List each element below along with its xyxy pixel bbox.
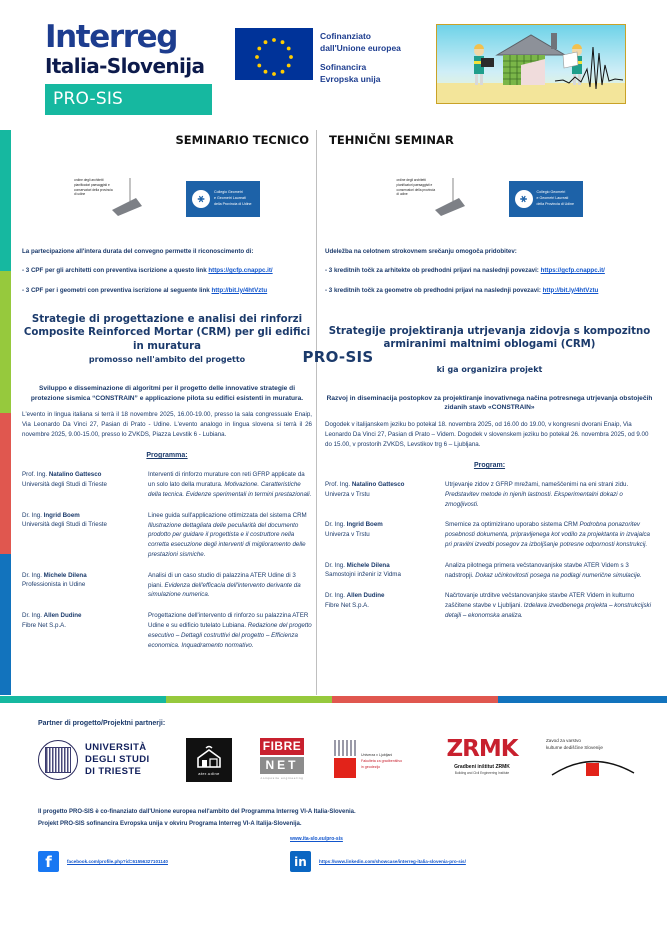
zvkds-line-2: kulturne dediščine Slovenije (546, 744, 603, 750)
speaker-affiliation: Univerza v Trstu (325, 531, 370, 539)
partner-logo-uni-ljubljana (334, 740, 402, 778)
credits-surveyors-text-sl: - 3 kreditnih točk za geometre ob predhodni prijavi na naslednji povezavi: (325, 286, 543, 294)
zvkds-label (546, 738, 656, 752)
speaker-title: Prof. Ing. (325, 481, 352, 489)
architects-order-logo-it (74, 176, 152, 222)
session-description-plain: Interventi di rinforzo murature con reti GFRP applicate da un solo lato della muratura. (148, 471, 305, 489)
project-badge: PRO-SIS (45, 84, 212, 115)
credits-surveyors-link-sl[interactable]: http://bit.ly/4htVztu (542, 286, 599, 294)
facebook-icon[interactable]: f (38, 851, 59, 872)
surveyors-college-label-sl (537, 190, 575, 207)
credits-line-surveyors-it (22, 286, 312, 295)
facebook-link[interactable]: facebook.com/profile.php?id=61556327101140 (67, 859, 168, 864)
zvkds-arc-icon (546, 755, 656, 777)
table-row (22, 511, 312, 560)
speaker-fullname: Natalino Gattesco (48, 471, 102, 479)
zrmk-wordmark: ZRMK (446, 736, 518, 762)
rail-segment-teal (0, 130, 11, 271)
ulj-line-3: in geodezijo (361, 765, 381, 770)
partner-logo-units (38, 740, 150, 780)
speaker-affiliation: Università degli Studi di Trieste (22, 521, 107, 529)
project-subtitle-it: Sviluppo e disseminazione di algoritmi per il progetto delle innovative strategie di protezione sismica “CONSTRAIN” e applicazione pilota su edifici esistenti in muratura. (30, 385, 304, 402)
association-logos-it (22, 171, 312, 227)
speaker-title: Dr. Ing. (325, 521, 347, 529)
credits-architects-link-it[interactable]: https://gcfp.cnappc.it/ (208, 267, 273, 275)
linkedin-icon[interactable]: in (290, 851, 311, 872)
funding-note (38, 806, 356, 830)
partner-logo-ater (186, 738, 232, 782)
association-logos-sl (325, 171, 654, 227)
architects-order-label-it: ordine degli architetti pianificatori paesaggisti e conservatori della provincia di udine (74, 178, 113, 197)
session-description-plain: Utrjevanje zidov z GFRP mrežami, nameščenimi na eni strani zidu. (445, 481, 629, 489)
session-description-italic: Podrobna ponazoritev posebnosti dokumenta, pripravljenega kot vodilo za projektanta in izvajalca pri pravilni izvedbi posegov za izboljšanje potresne odpornosti konstrukcij. (445, 521, 650, 549)
ulj-label (361, 740, 402, 770)
surveyors-line-1: Collegio Geometri (536, 190, 566, 195)
seminar-title-it: SEMINARIO TECNICO (175, 133, 309, 147)
speaker-name (22, 611, 142, 621)
rail-segment-coral (0, 413, 11, 554)
speaker-name (325, 480, 439, 490)
seminar-headline-it: Strategie di progettazione e analisi dei rinforzi Composite Reinforced Mortar (CRM) per gli edifici in muratura (23, 313, 311, 352)
credits-architects-link-sl[interactable]: https://gcfp.cnappc.it/ (540, 267, 605, 275)
partner-logo-fibrenet (260, 738, 304, 782)
stripe-segment-lime (166, 696, 332, 703)
column-divider (316, 130, 317, 695)
promoted-by-it: promosso nell'ambito del progetto (88, 355, 246, 365)
interreg-logo (45, 19, 220, 115)
speaker-name (325, 561, 439, 571)
speaker-cell (325, 591, 445, 620)
credits-line-architects-it (22, 266, 312, 275)
interreg-programme-name: Italia-Slovenija (45, 54, 205, 78)
zvkds-line-1: Zavod za varstvo (546, 738, 581, 743)
session-description-italic: Motivazione. Caratteristiche della tecnica. Evidenze sperimentali in termini prestazionali. (148, 481, 312, 499)
partner-logos (38, 736, 638, 794)
facebook-social-block[interactable] (38, 851, 168, 872)
ulj-line-2: Fakulteta za gradbeništvo (361, 759, 403, 764)
speaker-cell (22, 571, 148, 600)
credits-intro-it: La partecipazione all'intera durata del convegno permette il riconoscimento di: (22, 248, 254, 255)
left-color-rail (0, 130, 11, 695)
eu-text-line-4: Evropska unija (320, 73, 381, 84)
architects-order-label-sl: ordine degli architetti pianificatori paesaggisti e conservatori della provincia di udine (396, 178, 436, 197)
session-description-plain: Progettazione dell'intervento di rinforzo su palazzina ATER Udine e su edificio tutelato Lubiana. (148, 612, 309, 630)
project-subtitle-sl: Razvoj in diseminacija postopkov za projektiranje inovativnega načina potresnega utrjevanja obstoječih zidanih stavb «CONSTRAIN» (326, 394, 653, 412)
zrmk-line-1: Gradbeni inštitut ZRMK (454, 764, 510, 770)
table-row (325, 480, 654, 509)
table-row (325, 520, 654, 549)
event-details-it: L'evento in lingua italiana si terrà il 18 novembre 2025, 16.00-19.00, presso la sala congressuale Enaip, Via Leonardo Da Vinci 27, Pasian di Prato - Udine. L'evento analogo in lingua slovena si terrà il 26 novembre 2025, 9.00-15.00, presso lo ZVKDS, Piazza Levstik 6 - Lubiana. (22, 411, 312, 439)
session-description-italic: Predstavitev metode in njenih lastnosti. Eksperimentalni dokazi o zmogljivosti. (445, 490, 623, 508)
session-description (148, 571, 312, 600)
speaker-cell (22, 611, 148, 650)
speaker-fullname: Ingrid Boem (43, 511, 80, 519)
session-description-italic: Evidenza dell'efficacia dell'intervento derivante da simulazione numerica. (148, 581, 301, 599)
eu-text-line-2: dall'Unione europea (320, 43, 401, 54)
surveyors-line-1: Collegio Geometri (214, 190, 243, 195)
speaker-title: Prof. Ing. (22, 471, 49, 479)
session-description (148, 611, 312, 650)
session-description-italic: Dokaz učinkovitosti posega na podlagi numerične simulacije. (475, 571, 642, 579)
funding-note-it: Il progetto PRO-SIS è co-finanziato dall'Unione europea nell'ambito del Programma Interreg VI-A Italia-Slovenia. (38, 809, 356, 815)
credits-line-surveyors-sl (325, 286, 654, 295)
zrmk-line-2: Building and Civil Engineering Institute (454, 771, 510, 775)
bottom-color-stripe (0, 696, 667, 703)
programme-label-it: Programma: (146, 452, 188, 460)
speaker-title: Dr. Ing. (22, 571, 44, 579)
slovenian-column (325, 130, 654, 632)
units-line-2: DEGLI STUDI (85, 753, 150, 765)
eu-text-line-3: Sofinancira (320, 61, 367, 72)
ulj-mark-icon (334, 740, 356, 778)
eu-text-line-1: Cofinanziato (320, 31, 371, 41)
page-header (0, 0, 667, 125)
speaker-title: Dr. Ing. (325, 592, 347, 600)
table-row (22, 611, 312, 650)
programme-table-it (22, 470, 312, 650)
units-crest-icon (38, 740, 78, 780)
speaker-name (22, 470, 142, 480)
surveyors-line-3: della Provincia di Udine (214, 201, 252, 206)
speaker-title: Dr. Ing. (325, 561, 347, 569)
speaker-title: Dr. Ing. (22, 511, 44, 519)
stripe-segment-teal (0, 696, 166, 703)
speaker-fullname: Natalino Gattesco (351, 481, 405, 489)
speaker-affiliation: Fibre Net S.p.A. (325, 602, 370, 610)
speaker-fullname: Allen Dudine (43, 612, 82, 620)
session-description-italic: Redazione del progetto esecutivo – Dettagli costruttivi del progetto – Efficienza economica. Inquadramento normativo. (148, 622, 312, 649)
speaker-cell (325, 520, 445, 549)
credits-surveyors-link-it[interactable]: http://bit.ly/4htVztu (211, 286, 268, 294)
architects-order-logo-sl (397, 176, 475, 222)
surveyors-college-logo-sl (509, 181, 583, 217)
ulj-line-1: Univerza v Ljubljani (361, 753, 393, 757)
speaker-name (325, 520, 439, 530)
speaker-affiliation: Professionista in Udine (22, 581, 86, 589)
session-description-plain: Analisi di un caso studio di palazzina ATER Udine di 3 piani. (148, 571, 296, 589)
speaker-affiliation: Univerza v Trstu (325, 490, 370, 498)
promoted-by-sl: ki ga organizira projekt (436, 364, 543, 374)
speaker-cell (22, 511, 148, 560)
stripe-segment-blue (498, 696, 667, 703)
partner-logo-zvkds (546, 738, 656, 777)
speaker-fullname: Michele Dilena (43, 571, 87, 579)
surveyors-line-2: e Geometri Laureati (214, 196, 246, 201)
units-line-1: UNIVERSITÀ (85, 741, 147, 753)
surveyors-seal-icon: ⚹ (192, 190, 210, 208)
seismic-retrofit-illustration (436, 24, 626, 104)
table-row (22, 470, 312, 499)
eu-flag-icon (235, 28, 313, 80)
center-project-name: PRO-SIS (302, 348, 374, 366)
speaker-cell (22, 470, 148, 499)
session-description (445, 520, 654, 549)
ater-label: ater.udine (198, 770, 220, 776)
speaker-affiliation: Fibre Net S.p.A. (22, 621, 67, 629)
surveyors-line-3: della Provincia di Udine (536, 201, 575, 206)
stripe-segment-coral (332, 696, 498, 703)
italian-column (22, 130, 312, 661)
speaker-cell (325, 561, 445, 581)
table-row (22, 571, 312, 600)
credits-architects-text-sl: - 3 kreditnih točk za arhitekte ob predhodni prijavi na naslednji povezavi: (325, 267, 541, 275)
session-description-italic: Illustrazione dettagliata delle peculiarità del documento prodotto per guidare il progettista e il costruttore nella corretta esecuzione degli interventi di miglioramento delle prestazioni sismiche. (148, 521, 306, 559)
surveyors-line-2: e Geometri Laureati (536, 196, 569, 201)
seminar-headline-sl: Strategije projektiranja utrjevanja zidovja s kompozitno armiranimi maltnimi oblogami (CRM) (328, 325, 651, 351)
session-description (445, 561, 654, 581)
units-line-3: DI TRIESTE (85, 766, 142, 778)
session-description (148, 511, 312, 560)
session-description-italic: Izdelava izvedbenega projekta – konstrukcijski detajli – ekonomska analiza. (445, 602, 652, 619)
linkedin-social-block[interactable] (290, 851, 466, 872)
session-description-plain: Analiza pilotnega primera večstanovanjske stavbe ATER Videm s 3 nadstropji. (445, 561, 629, 579)
partners-label: Partner di progetto/Projektni partnerji: (38, 720, 166, 727)
session-description-plain: Linee guida sull'applicazione ottimizzata del sistema CRM (148, 511, 307, 519)
speaker-affiliation: Università degli Studi di Trieste (22, 481, 107, 489)
website-link[interactable]: www.ita-slo.eu/pro-sis (290, 836, 343, 842)
programme-label-sl: Program: (473, 462, 506, 470)
programme-table-sl (325, 480, 654, 621)
credits-line-architects-sl (325, 266, 654, 275)
speaker-name (22, 511, 142, 521)
partner-logo-zrmk (436, 738, 528, 775)
rail-segment-blue (0, 554, 11, 695)
speaker-fullname: Ingrid Boem (346, 521, 383, 529)
speaker-affiliation: Samostojni inženir iz Vidma (325, 571, 401, 579)
eu-funding-text (320, 30, 435, 91)
credits-intro-sl: Udeležba na celotnem strokovnem srečanju omogoča pridobitev: (325, 248, 517, 255)
surveyors-seal-icon: ⚹ (515, 190, 533, 208)
surveyors-college-logo-it (186, 181, 260, 217)
speaker-name (325, 591, 439, 601)
funding-note-sl: Projekt PRO-SIS sofinancira Evropska unija v okviru Programa Interreg VI-A Italija-Slovenija. (38, 821, 302, 827)
fibrenet-line-1: FIBRE (260, 738, 304, 755)
credits-surveyors-text-it: - 3 CPF per i geometri con preventiva iscrizione al seguente link (22, 286, 212, 294)
seminar-title-sl: TEHNIČNI SEMINAR (329, 133, 454, 147)
session-description-plain: Načrtovanje utrditve večstanovanjske stavbe ATER Videm in kulturno zaščitene stavbe v Ljubljani. (445, 592, 635, 610)
speaker-fullname: Michele Dilena (346, 561, 390, 569)
interreg-wordmark: Interreg (45, 19, 178, 55)
speaker-title: Dr. Ing. (22, 612, 44, 620)
rail-segment-lime (0, 271, 11, 412)
fibrenet-tagline: composite engineering (260, 776, 304, 780)
seminar-body (22, 130, 654, 695)
speaker-name (22, 571, 142, 581)
units-label (85, 742, 150, 778)
table-row (325, 561, 654, 581)
speaker-cell (325, 480, 445, 509)
linkedin-link[interactable]: https://www.linkedin.com/showcase/interreg-italia-slovenia-pro-sis/ (319, 859, 466, 864)
session-description (148, 470, 312, 499)
fibrenet-line-2: NET (260, 757, 304, 774)
credits-architects-text-it: - 3 CPF per gli architetti con preventiva iscrizione a questo link (22, 267, 209, 275)
session-description (445, 480, 654, 509)
session-description (445, 591, 654, 620)
table-row (325, 591, 654, 620)
session-description-plain: Smernice za optimizirano uporabo sistema CRM (445, 521, 580, 529)
surveyors-college-label-it (214, 190, 252, 207)
speaker-fullname: Allen Dudine (346, 592, 385, 600)
event-details-sl: Dogodek v italijanskem jeziku bo potekal 18. novembra 2025, od 16.00 do 19.00, v kongresni dvorani Enaip, Via Leonardo Da Vinci 27, Pasian di Prato – Videm. Dogodek v slovenskem jeziku bo potekal 26. novembra 2025, od 9.00 do 15.00, v prostorih ZVKDS, Levstikov trg 6 – Ljubljana. (325, 420, 649, 448)
